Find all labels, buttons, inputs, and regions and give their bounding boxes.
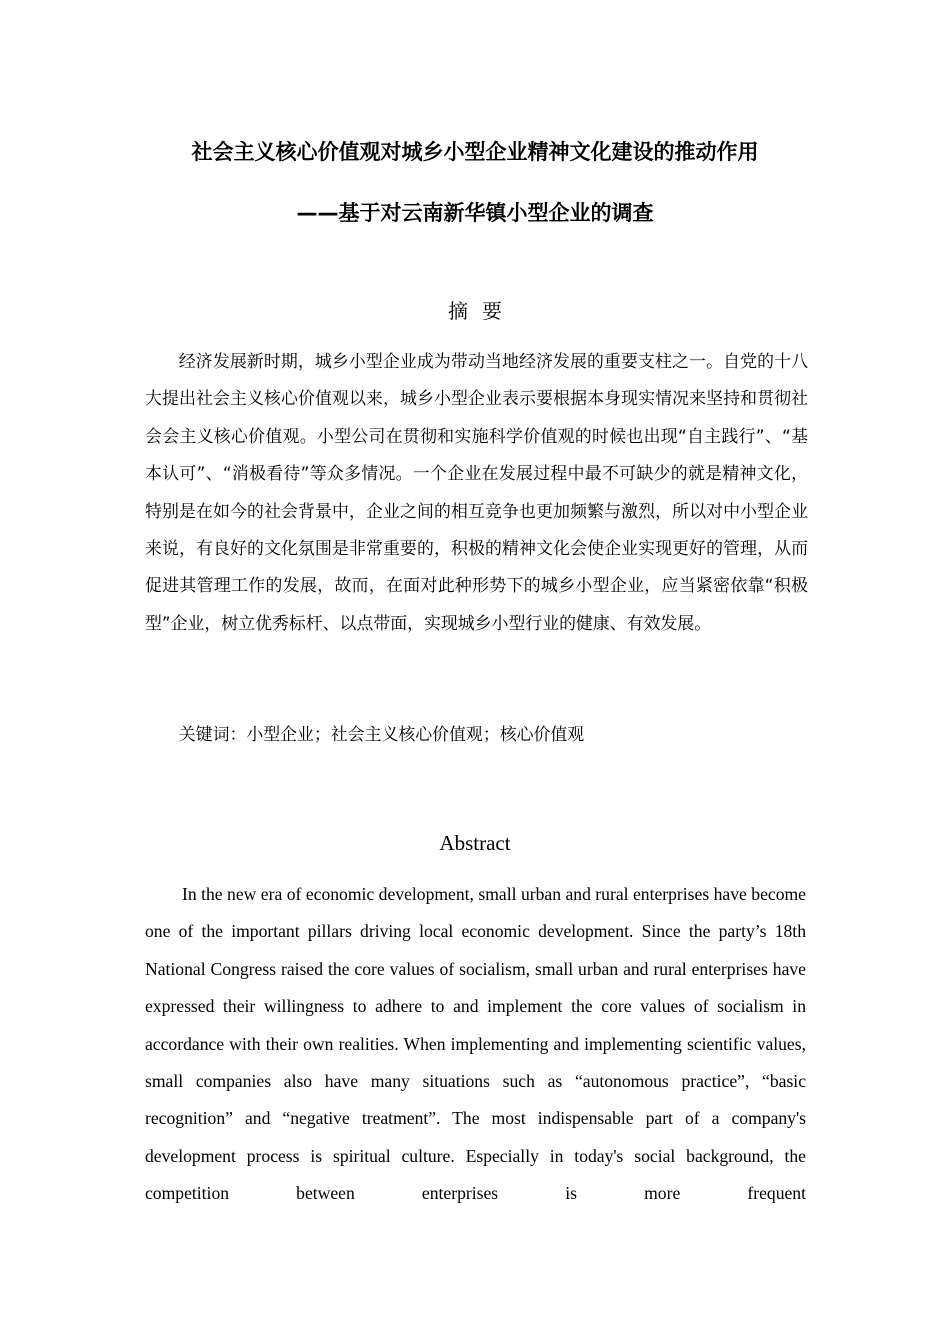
english-abstract-heading: Abstract (439, 831, 511, 855)
document-subtitle: ——基于对云南新华镇小型企业的调查 (296, 201, 654, 225)
chinese-keywords: 关键词：小型企业；社会主义核心价值观；核心价值观 (178, 724, 585, 744)
english-abstract-body: In the new era of economic development, small urban and rural enterprises have become one of the important pillars driving local economic development. Since the party’s 18th National Congress raised the core values of socialism, small urban and rural enterprises have expressed their willingness to adhere to and implement the core values of socialism in accordance with their own realities. When implementing and implementing scientific values, small companies also have many situations such as “autonomous practice”, “basic recognition” and “negative treatment”. The most indispensable part of a company's development process is spiritual culture. Especially in today's social background, the competition between enterprises is more frequent (145, 884, 806, 1204)
document-title: 社会主义核心价值观对城乡小型企业精神文化建设的推动作用 (191, 140, 759, 164)
chinese-abstract-body: 经济发展新时期，城乡小型企业成为带动当地经济发展的重要支柱之一。自党的十八大提出社会主义核心价值观以来，城乡小型企业表示要根据本身现实情况来坚持和贯彻社会会主义核心价值观。小型公司在贯彻和实施科学价值观的时候也出现“自主践行”、“基本认可”、“消极看待”等众多情况。一个企业在发展过程中最不可缺少的就是精神文化，特别是在如今的社会背景中，企业之间的相互竞争也更加频繁与激烈，所以对中小型企业来说，有良好的文化氛围是非常重要的，积极的精神文化会使企业实现更好的管理，从而促进其管理工作的发展，故而，在面对此种形势下的城乡小型企业，应当紧密依靠“积极型”企业，树立优秀标杆、以点带面，实现城乡小型行业的健康、有效发展。 (145, 351, 808, 633)
chinese-abstract-heading: 摘要 (448, 299, 516, 323)
